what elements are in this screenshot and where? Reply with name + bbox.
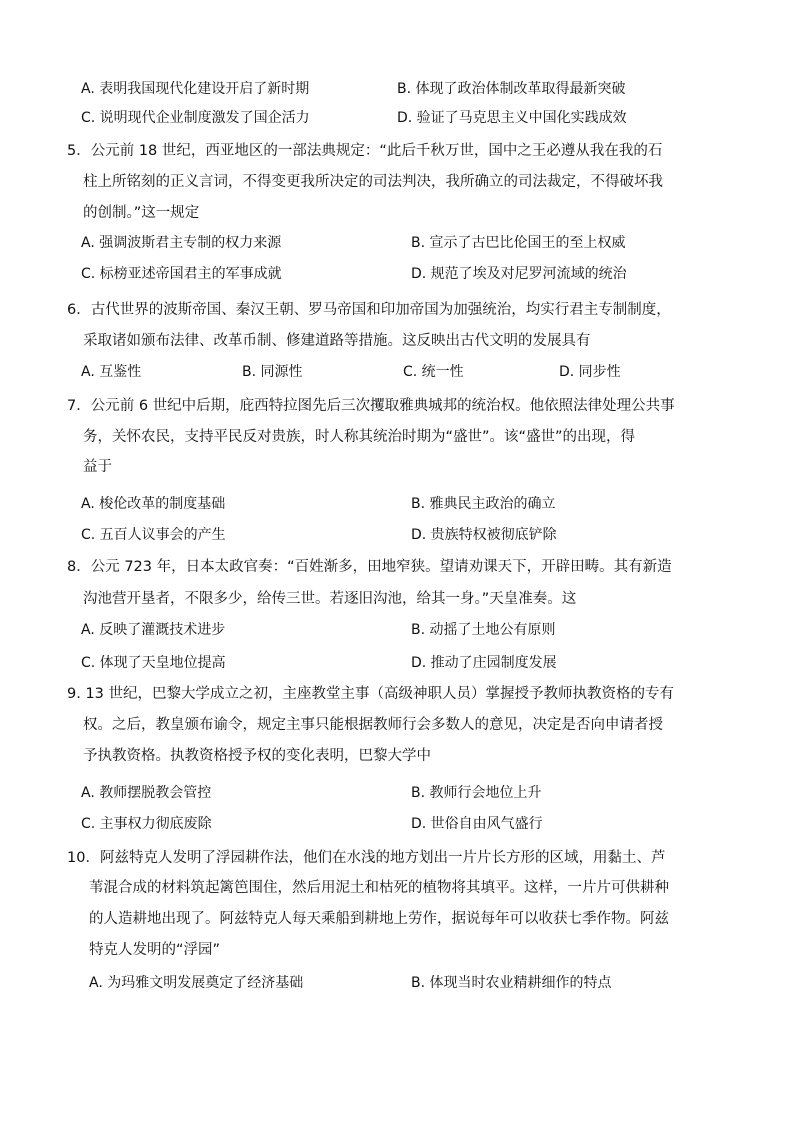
q9-stem-line2: 权。之后，教皇颁布谕令，规定主事只能根据教师行会多数人的意见，决定是否向申请者授 [83,717,663,733]
q8-stem-line2: 沟池营开垦者，不限多少，给传三世。若逐旧沟池，给其一身。”天皇准奏。这 [83,591,577,607]
q9-option-b: B. 教师行会地位上升 [411,785,542,801]
q6-stem-line1: 6．古代世界的波斯帝国、秦汉王朝、罗马帝国和印加帝国为加强统治，均实行君主专制制度， [67,302,671,318]
q8-option-a: A. 反映了灌溉技术进步 [81,622,226,638]
q4-option-a: A. 表明我国现代化建设开启了新时期 [81,81,310,97]
q5-stem-line3: 的创制。”这一规定 [83,205,200,221]
q10-option-b: B. 体现当时农业精耕细作的特点 [411,975,612,991]
q6-option-a: A. 互鉴性 [81,364,142,380]
q5-option-a: A. 强调波斯君主专制的权力来源 [81,235,282,251]
q9-option-d: D. 世俗自由风气盛行 [411,816,543,832]
q7-option-c: C. 五百人议事会的产生 [81,527,226,543]
q9-option-c: C. 主事权力彻底废除 [81,816,212,832]
q5-stem-line1: 5．公元前 18 世纪，西亚地区的一部法典规定：“此后千秋万世，国中之王必遵从我在我的石 [67,143,663,159]
q10-stem-line2: 苇混合成的材料筑起篱笆围住，然后用泥土和枯死的植物将其填平。这样，一片片可供耕种 [89,880,669,896]
q10-stem-line4: 特克人发明的“浮园” [89,942,221,958]
q10-stem-line3: 的人造耕地出现了。阿兹特克人每天乘船到耕地上劳作，据说每年可以收获七季作物。阿兹 [89,911,669,927]
q5-option-b: B. 宣示了古巴比伦国王的至上权威 [411,235,626,251]
q7-option-a: A. 梭伦改革的制度基础 [81,496,226,512]
q9-option-a: A. 教师摆脱教会管控 [81,785,212,801]
q7-option-b: B. 雅典民主政治的确立 [411,496,556,512]
q6-option-b: B. 同源性 [242,364,303,380]
q7-stem-line1: 7．公元前 6 世纪中后期，庇西特拉图先后三次攫取雅典城邦的统治权。他依照法律处理公共事 [67,398,675,414]
q8-option-c: C. 体现了天皇地位提高 [81,655,226,671]
q5-option-c: C. 标榜亚述帝国君主的军事成就 [81,266,282,282]
q7-option-d: D. 贵族特权被彻底铲除 [411,527,557,543]
q8-stem-line1: 8．公元 723 年，日本太政官奏：“百姓渐多，田地窄狭。望请劝课天下，开辟田畴。其有新造 [67,559,672,575]
q5-stem-line2: 柱上所铭刻的正义言词，不得变更我所决定的司法判决，我所确立的司法裁定，不得破坏我 [83,174,663,190]
q5-option-d: D. 规范了埃及对尼罗河流域的统治 [411,266,627,282]
q6-stem-line2: 采取诸如颁布法律、改革币制、修建道路等措施。这反映出古代文明的发展具有 [83,333,591,349]
q7-stem-line2: 务，关怀农民，支持平民反对贵族，时人称其统治时期为“盛世”。该“盛世”的出现，得 [83,429,636,445]
q10-stem-line1: 10．阿兹特克人发明了浮园耕作法，他们在水浅的地方划出一片片长方形的区域，用黏土、芦 [67,850,666,866]
q7-stem-line3: 益于 [83,459,112,475]
q4-option-c: C. 说明现代企业制度激发了国企活力 [81,110,310,126]
q6-option-d: D. 同步性 [559,364,621,380]
q8-option-b: B. 动摇了土地公有原则 [411,622,556,638]
q6-option-c: C. 统一性 [403,364,464,380]
q9-stem-line1: 9. 13 世纪，巴黎大学成立之初，主座教堂主事（高级神职人员）掌握授予教师执教资格的专有 [67,686,674,702]
q4-option-b: B. 体现了政治体制改革取得最新突破 [397,81,626,97]
q10-option-a: A. 为玛雅文明发展奠定了经济基础 [89,975,304,991]
q8-option-d: D. 推动了庄园制度发展 [411,655,557,671]
q9-stem-line3: 予执教资格。执教资格授予权的变化表明，巴黎大学中 [83,748,431,764]
q4-option-d: D. 验证了马克思主义中国化实践成效 [397,110,627,126]
